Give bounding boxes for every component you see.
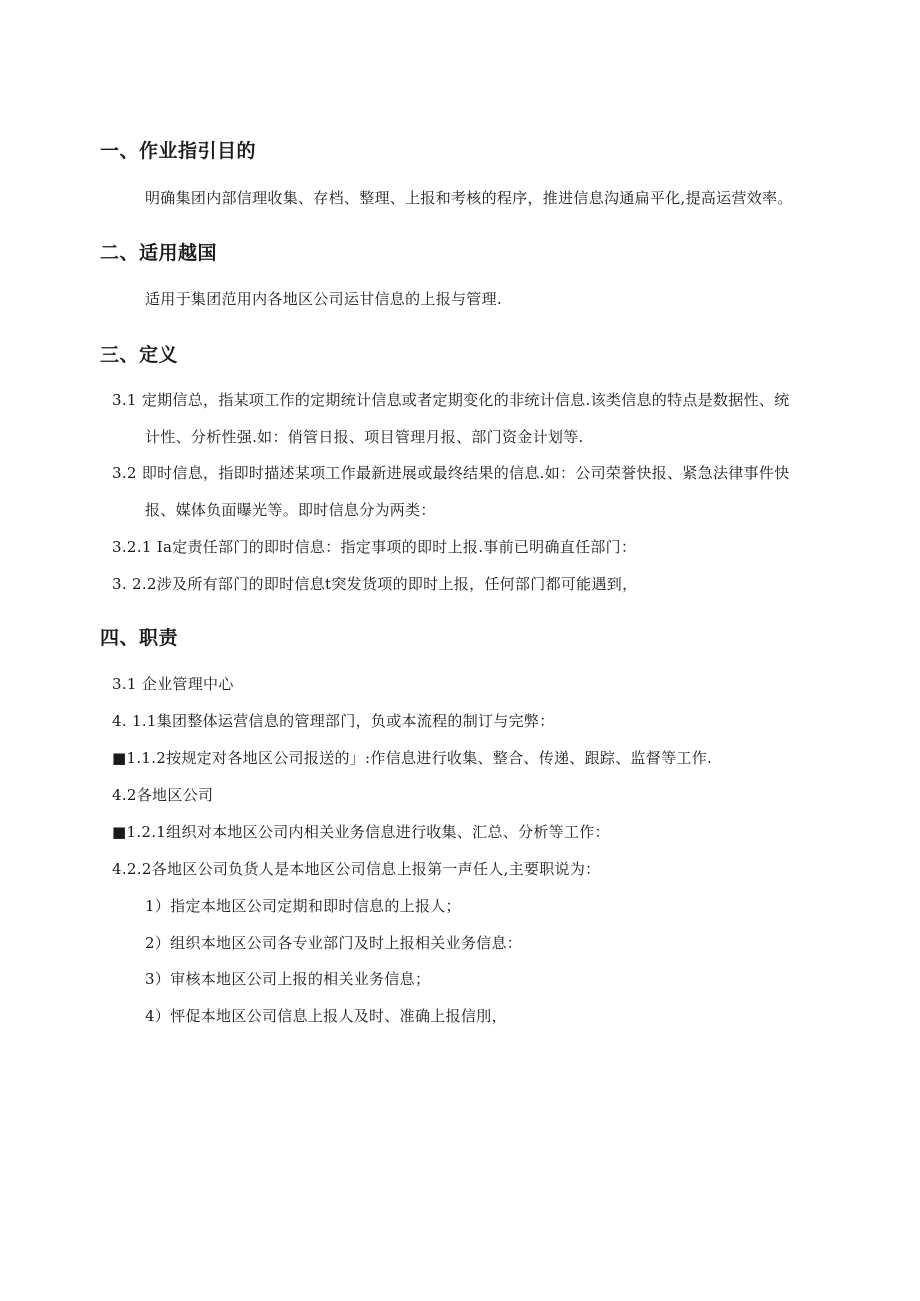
paragraph-purpose: 明确集团内部信理收集、存档、整理、上报和考核的程序，推进信息沟通扁平化,提高运营效率。 xyxy=(145,189,793,207)
responsibility-line-2: 4. 1.1集团整体运营信息的管理部门，负或本流程的制订与完弊： xyxy=(112,712,555,730)
definition-3-2-line-2: 报、媒体负面曝光等。即时信息分为两类： xyxy=(145,501,436,519)
responsibility-line-3: ■1.1.2按规定对各地区公司报送的」:作信息进行收集、整合、传递、跟踪、监督等工作. xyxy=(112,749,713,767)
definition-3-2-2: 3. 2.2涉及所有部门的即时信息t突发货项的即时上报，任何部门都可能遇到， xyxy=(112,575,638,593)
section-heading-scope: 二、适用越国 xyxy=(100,242,218,264)
definition-3-2-line-1: 3.2 即时信息，指即时描述某项工作最新进展或最终结果的信息.如：公司荣誉快报、紧急法律事件快 xyxy=(112,464,790,482)
definition-3-1-line-1: 3.1 定期信总，指某项工作的定期统计信息或者定期变化的非统计信息.该类信息的特点是数据性、统 xyxy=(112,391,790,409)
section-heading-responsibilities: 四、职责 xyxy=(100,627,179,649)
responsibility-line-1: 3.1 企业管理中心 xyxy=(112,675,234,693)
section-heading-purpose: 一、作业指引目的 xyxy=(100,140,257,162)
paragraph-scope: 适用于集团范用内各地区公司运甘信息的上报与管理. xyxy=(145,290,502,308)
responsibility-line-6: 4.2.2各地区公司负货人是本地区公司信息上报第一声任人,主要职说为： xyxy=(112,860,601,878)
responsibility-item-2: 2）组织本地区公司各专业部门及时上报相关业务信息： xyxy=(145,934,523,952)
definition-3-2-1: 3.2.1 Ia定责任部门的即时信息：指定事项的即时上报.事前已明确直任部门： xyxy=(112,538,637,556)
responsibility-line-5: ■1.2.1组织对本地区公司内相关业务信息进行收集、汇总、分析等工作： xyxy=(112,823,610,841)
responsibility-item-3: 3）审核本地区公司上报的相关业务信息； xyxy=(145,970,431,988)
definition-3-1-line-2: 计性、分析性强.如：俏管日报、项目管理月报、部门资金计划等. xyxy=(145,428,584,446)
section-heading-definitions: 三、定义 xyxy=(100,344,179,366)
responsibility-item-1: 1）指定本地区公司定期和即时信息的上报人； xyxy=(145,897,461,915)
responsibility-line-4: 4.2各地区公司 xyxy=(112,786,214,804)
responsibility-item-4: 4）怦促本地区公司信息上报人及时、准确上报信刖， xyxy=(145,1007,507,1025)
